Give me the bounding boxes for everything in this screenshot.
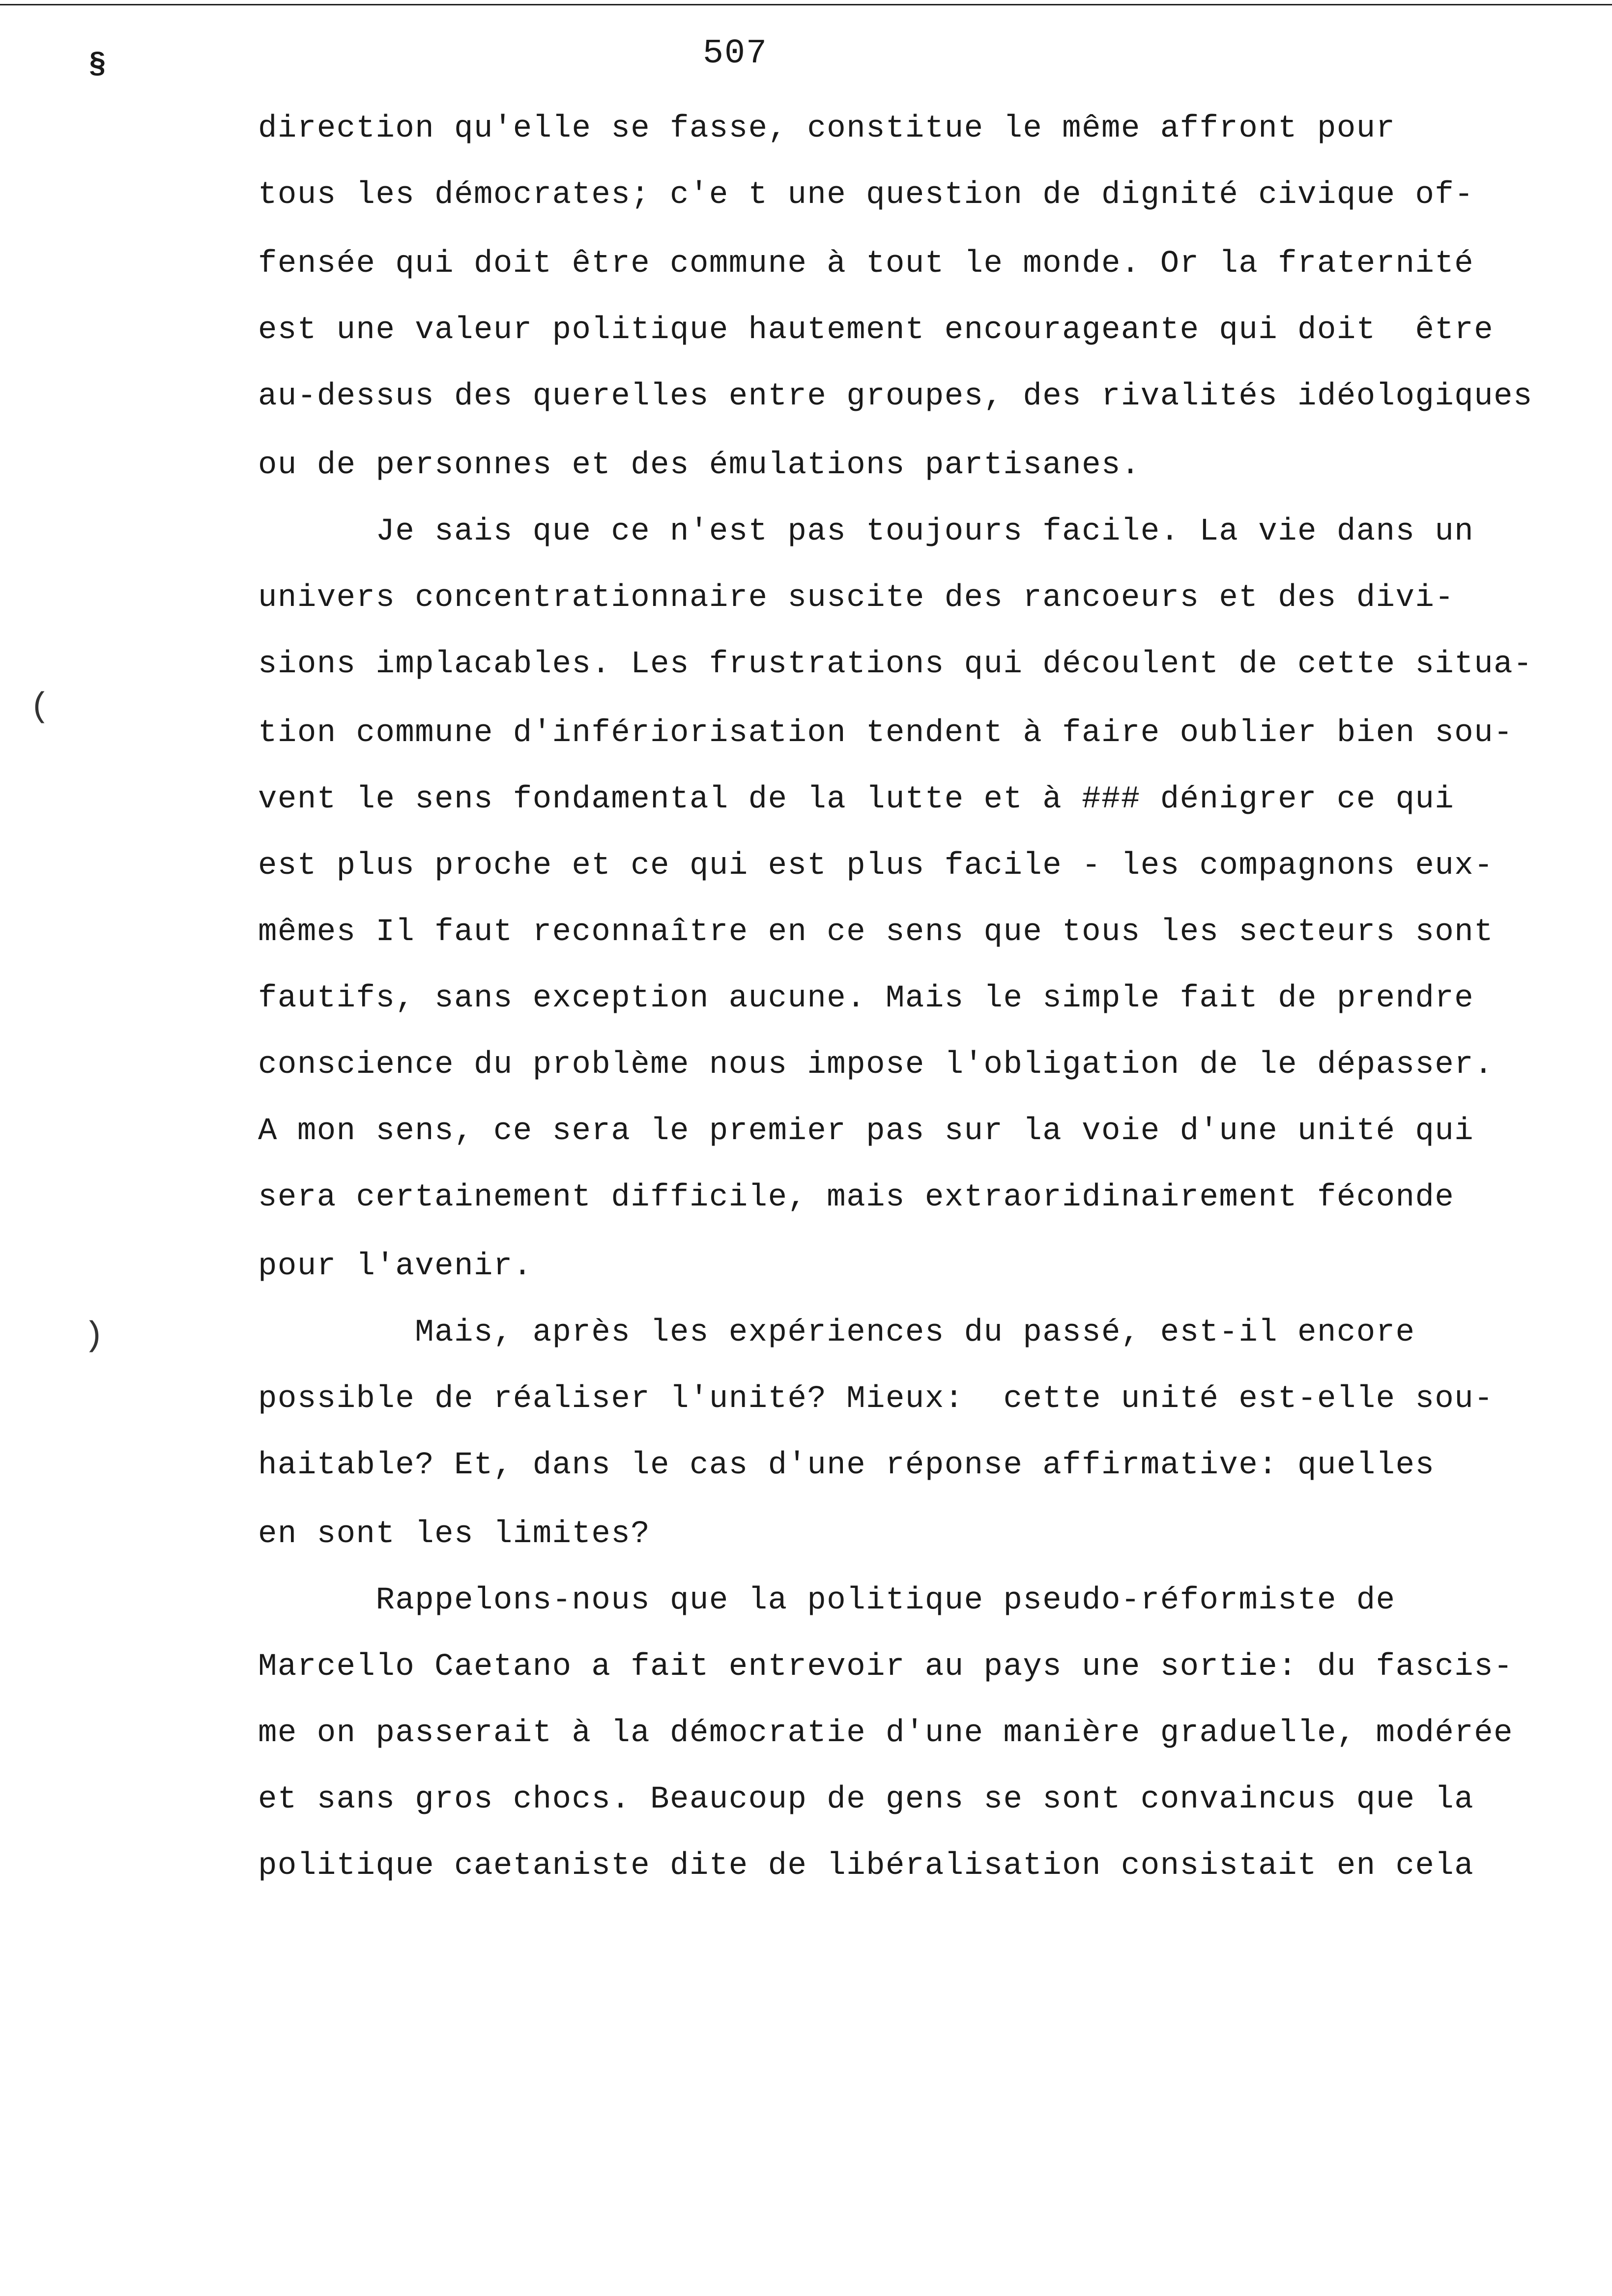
text-line: possible de réaliser l'unité? Mieux: cette unité est-elle sou-: [258, 1381, 1494, 1417]
page-number: 507: [703, 34, 768, 73]
text-line: mêmes Il faut reconnaître en ce sens que tous les secteurs sont: [258, 915, 1494, 950]
text-line: Mais, après les expériences du passé, est-il encore: [258, 1315, 1415, 1350]
text-line: vent le sens fondamental de la lutte et à ### dénigrer ce qui: [258, 782, 1455, 817]
text-line: univers concentrationnaire suscite des rancoeurs et des divi-: [258, 580, 1455, 616]
text-line: fensée qui doit être commune à tout le monde. Or la fraternité: [258, 246, 1474, 282]
text-line: pour l'avenir.: [258, 1249, 533, 1284]
text-line: sions implacables. Les frustrations qui découlent de cette situa-: [258, 647, 1533, 682]
text-line: A mon sens, ce sera le premier pas sur la voie d'une unité qui: [258, 1114, 1474, 1149]
top-rule: [0, 0, 1612, 5]
text-line: Je sais que ce n'est pas toujours facile. La vie dans un: [258, 514, 1474, 549]
text-line: fautifs, sans exception aucune. Mais le simple fait de prendre: [258, 981, 1474, 1016]
text-line: en sont les limites?: [258, 1517, 651, 1552]
margin-mark-left-paren: (: [29, 688, 51, 727]
text-line: Marcello Caetano a fait entrevoir au pays une sortie: du fascis-: [258, 1649, 1513, 1685]
text-line: tous les démocrates; c'e t une question de dignité civique of-: [258, 177, 1474, 213]
text-line: au-dessus des querelles entre groupes, des rivalités idéologiques: [258, 379, 1533, 414]
text-line: ou de personnes et des émulations partisanes.: [258, 448, 1141, 483]
text-line: Rappelons-nous que la politique pseudo-réformiste de: [258, 1583, 1396, 1618]
text-line: est plus proche et ce qui est plus facile - les compagnons eux-: [258, 848, 1494, 884]
text-line: et sans gros chocs. Beaucoup de gens se sont convaincus que la: [258, 1782, 1474, 1817]
text-line: conscience du problème nous impose l'obligation de le dépasser.: [258, 1047, 1494, 1083]
text-line: est une valeur politique hautement encourageante qui doit être: [258, 313, 1494, 348]
text-line: me on passerait à la démocratie d'une manière graduelle, modérée: [258, 1716, 1513, 1751]
corner-mark: §: [88, 49, 107, 83]
text-line: sera certainement difficile, mais extraoridinairement féconde: [258, 1180, 1455, 1215]
margin-mark-right-paren: ): [84, 1317, 105, 1356]
text-line: haitable? Et, dans le cas d'une réponse affirmative: quelles: [258, 1448, 1435, 1483]
text-line: direction qu'elle se fasse, constitue le même affront pour: [258, 111, 1396, 146]
text-line: tion commune d'infériorisation tendent à faire oublier bien sou-: [258, 716, 1513, 751]
text-line: politique caetaniste dite de libéralisation consistait en cela: [258, 1848, 1474, 1884]
